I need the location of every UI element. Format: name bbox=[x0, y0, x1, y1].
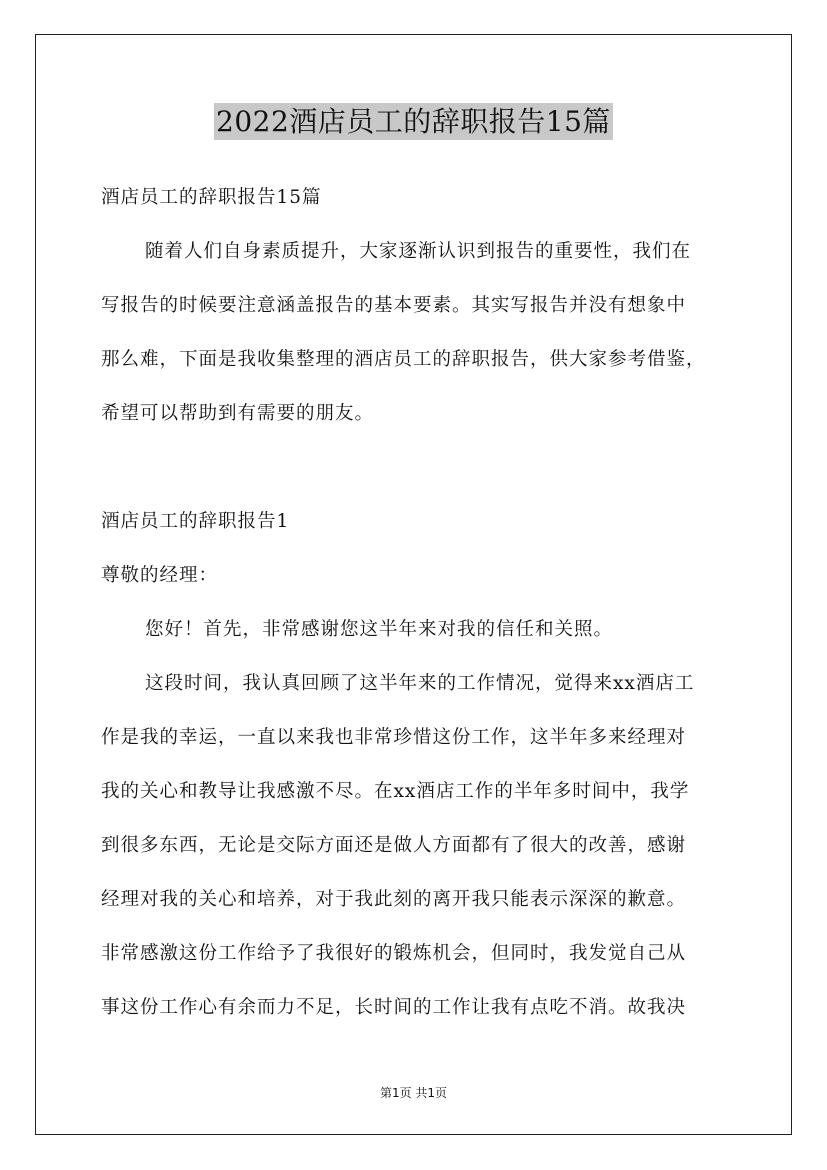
intro-line: 写报告的时候要注意涵盖报告的基本要素。其实写报告并没有想象中 bbox=[101, 295, 687, 316]
salutation: 尊敬的经理： bbox=[101, 565, 219, 586]
body-line: 我的关心和教导让我感激不尽。在xx酒店工作的半年多时间中，我学 bbox=[101, 781, 690, 802]
intro-line: 随着人们自身素质提升，大家逐渐认识到报告的重要性，我们在 bbox=[145, 241, 692, 262]
subtitle: 酒店员工的辞职报告15篇 bbox=[101, 187, 322, 208]
document-title-wrap bbox=[0, 100, 827, 140]
document-title: 2022酒店员工的辞职报告15篇 bbox=[216, 105, 611, 138]
intro-line: 那么难，下面是我收集整理的酒店员工的辞职报告，供大家参考借鉴， bbox=[101, 349, 706, 370]
body-line: 这段时间，我认真回顾了这半年来的工作情况，觉得来xx酒店工 bbox=[145, 673, 695, 694]
body-line: 事这份工作心有余而力不足，长时间的工作让我有点吃不消。故我决 bbox=[101, 997, 687, 1018]
page-footer: 第1页 共1页 bbox=[379, 1086, 448, 1100]
body-line: 经理对我的关心和培养，对于我此刻的离开我只能表示深深的歉意。 bbox=[101, 889, 687, 910]
section-heading: 酒店员工的辞职报告1 bbox=[101, 511, 290, 532]
body-line: 到很多东西，无论是交际方面还是做人方面都有了很大的改善，感谢 bbox=[101, 835, 687, 856]
intro-line: 希望可以帮助到有需要的朋友。 bbox=[101, 403, 375, 424]
body-line: 非常感激这份工作给予了我很好的锻炼机会，但同时，我发觉自己从 bbox=[101, 943, 687, 964]
body-line: 作是我的幸运，一直以来我也非常珍惜这份工作，这半年多来经理对 bbox=[101, 727, 687, 748]
greeting-line: 您好！首先，非常感谢您这半年来对我的信任和关照。 bbox=[145, 619, 614, 640]
